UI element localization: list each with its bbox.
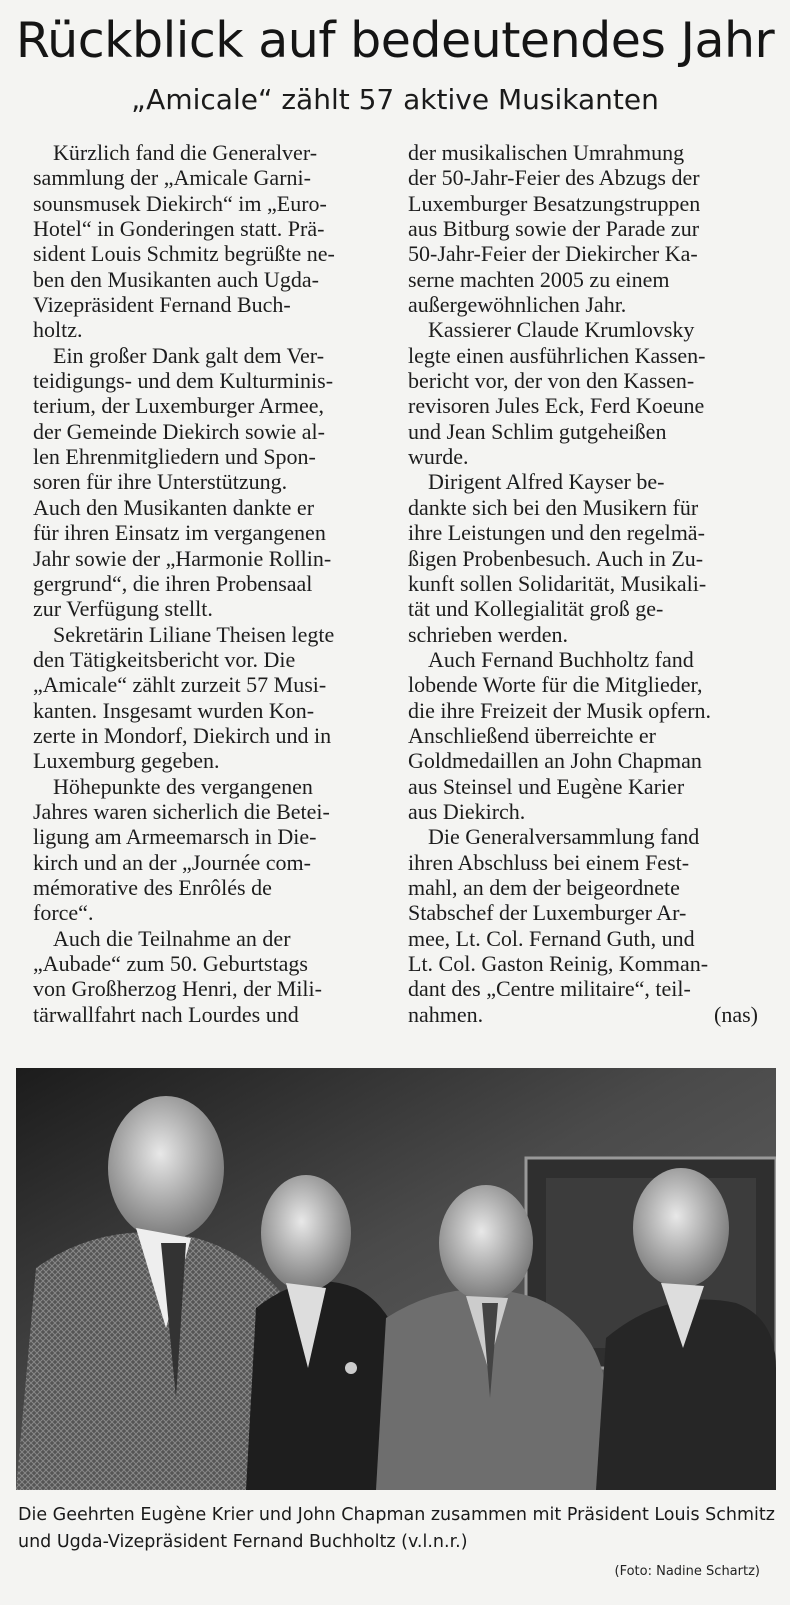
text-line: Ein großer Dank galt dem Ver- [53, 342, 325, 368]
text-line: teidigungs- und dem Kulturminis- [33, 368, 334, 394]
text-line: Kürzlich fand die Generalver- [53, 140, 318, 165]
text-line: Lt. Col. Gaston Reinig, Komman- [408, 951, 709, 976]
paragraph [408, 647, 758, 824]
text-line: gergrund“, die ihren Probensaal [33, 570, 313, 596]
paragraph [408, 140, 758, 317]
text-line: Anschließend überreichte er [408, 722, 656, 748]
text-line: „Aubade“ zum 50. Geburtstags [33, 951, 308, 976]
text-line: Hotel“ in Gonderingen statt. Prä- [33, 216, 325, 242]
text-line: aus Steinsel und Eugène Karier [408, 773, 685, 799]
text-line: tärwallfahrt nach Lourdes und [33, 1001, 299, 1027]
paragraph [33, 622, 379, 774]
left-column [33, 140, 379, 1027]
subheadline: „Amicale“ zählt 57 aktive Musikanten [131, 83, 659, 116]
text-line: für ihren Einsatz im vergangenen [33, 520, 326, 546]
text-line: zerte in Mondorf, Diekirch und in [33, 722, 332, 748]
text-line: von Großherzog Henri, der Mili- [33, 976, 322, 1002]
text-line: Goldmedaillen an John Chapman [408, 748, 702, 774]
text-line: Jahr sowie der „Harmonie Rollin- [33, 545, 332, 571]
text-line: ßigen Probenbesuch. Auch in Zu- [408, 545, 704, 571]
photo-credit: (Foto: Nadine Schartz) [614, 1564, 760, 1579]
text-line: tät und Kollegialität groß ge- [408, 596, 664, 622]
text-line: bericht vor, der von den Kassen- [408, 368, 695, 394]
text-line: holtz. [33, 317, 83, 343]
text-line: den Tätigkeitsbericht vor. Die [33, 646, 296, 672]
text-line: außergewöhnlichen Jahr. [408, 292, 627, 318]
text-line: mahl, an dem der beigeordnete [408, 874, 680, 900]
group-photo [16, 1068, 776, 1490]
text-line: aus Diekirch. [408, 798, 526, 824]
text-line: Vizepräsident Fernand Buch- [33, 292, 291, 318]
text-line: 50-Jahr-Feier der Diekircher Ka- [408, 241, 698, 267]
text-line: mee, Lt. Col. Fernand Guth, und [408, 925, 695, 951]
text-line: legte einen ausführlichen Kassen- [408, 342, 706, 368]
text-line: Die Generalversammlung fand [428, 824, 700, 850]
text-line: Dirigent Alfred Kayser be- [428, 469, 665, 495]
text-line: Kassierer Claude Krumlovsky [428, 317, 695, 343]
text-line: dant des „Centre militaire“, teil- [408, 976, 691, 1002]
text-line: serne machten 2005 zu einem [408, 266, 670, 292]
text-line: ben den Musikanten auch Ugda- [33, 266, 319, 292]
headline: Rückblick auf bedeutendes Jahr [15, 12, 775, 69]
text-line: zur Verfügung stellt. [33, 596, 213, 622]
text-line: Stabschef der Luxemburger Ar- [408, 900, 687, 926]
text-line: Auch Fernand Buchholtz fand [428, 646, 694, 672]
photo-illustration [16, 1068, 776, 1490]
text-line: kanten. Insgesamt wurden Kon- [33, 697, 315, 723]
text-line: „Amicale“ zählt zurzeit 57 Musi- [33, 672, 327, 698]
text-line: Jahres waren sicherlich die Betei- [33, 798, 330, 824]
text-line: dankte sich bei den Musikern für [408, 494, 699, 520]
paragraph [408, 317, 758, 469]
text-line: Höhepunkte des vergangenen [53, 773, 313, 799]
text-line: sammlung der „Amicale Garni- [33, 165, 311, 191]
paragraph [408, 469, 758, 646]
text-line: die ihre Freizeit der Musik opfern. [408, 697, 712, 723]
text-line: force“. [33, 900, 94, 926]
caption-line-1: Die Geehrten Eugène Krier und John Chapman zusammen mit Präsident Louis Schmitz [18, 1505, 775, 1525]
paragraph [33, 926, 379, 1027]
text-line: kunft sollen Solidarität, Musikali- [408, 570, 707, 596]
text-line: und Jean Schlim gutgeheißen [408, 418, 667, 444]
text-line: ihre Leistungen und den regelmä- [408, 520, 705, 546]
author-signature: (nas) [714, 1002, 758, 1028]
text-line: wurde. [408, 444, 469, 470]
text-line: der 50-Jahr-Feier des Abzugs der [408, 165, 700, 191]
text-line: sounsmusek Diekirch“ im „Euro- [33, 190, 327, 216]
text-line: schrieben werden. [408, 621, 569, 647]
text-line: sident Louis Schmitz begrüßte ne- [33, 241, 335, 267]
text-line: lobende Worte für die Mitglieder, [408, 672, 703, 698]
text-line: der musikalischen Umrahmung [408, 140, 685, 165]
photo-caption [18, 1502, 778, 1556]
paragraph [33, 774, 379, 926]
text-line: kirch und an der „Journée com- [33, 849, 311, 875]
caption-line-2: und Ugda-Vizepräsident Fernand Buchholtz (v.l.n.r.) [18, 1532, 468, 1552]
text-line: Auch die Teilnahme an der [53, 925, 291, 951]
text-line: Luxemburger Besatzungstruppen [408, 190, 701, 216]
text-line: terium, der Luxemburger Armee, [33, 393, 324, 419]
text-line: ihren Abschluss bei einem Fest- [408, 849, 690, 875]
paragraph [33, 140, 379, 343]
text-line: ligung am Armeemarsch in Die- [33, 824, 317, 850]
paragraph [33, 343, 379, 622]
text-line: len Ehrenmitgliedern und Spon- [33, 444, 316, 470]
text-line: revisoren Jules Eck, Ferd Koeune [408, 393, 705, 419]
text-line: aus Bitburg sowie der Parade zur [408, 216, 700, 242]
text-line: Auch den Musikanten dankte er [33, 494, 315, 520]
text-line: Sekretärin Liliane Theisen legte [53, 621, 335, 647]
right-column [408, 140, 758, 1027]
text-line: mémorative des Enrôlés de [33, 874, 272, 900]
paragraph [408, 824, 758, 1027]
text-line: nahmen. [408, 1001, 484, 1027]
text-line: Luxemburg gegeben. [33, 748, 220, 774]
text-line: der Gemeinde Diekirch sowie al- [33, 418, 325, 444]
text-line: soren für ihre Unterstützung. [33, 469, 288, 495]
